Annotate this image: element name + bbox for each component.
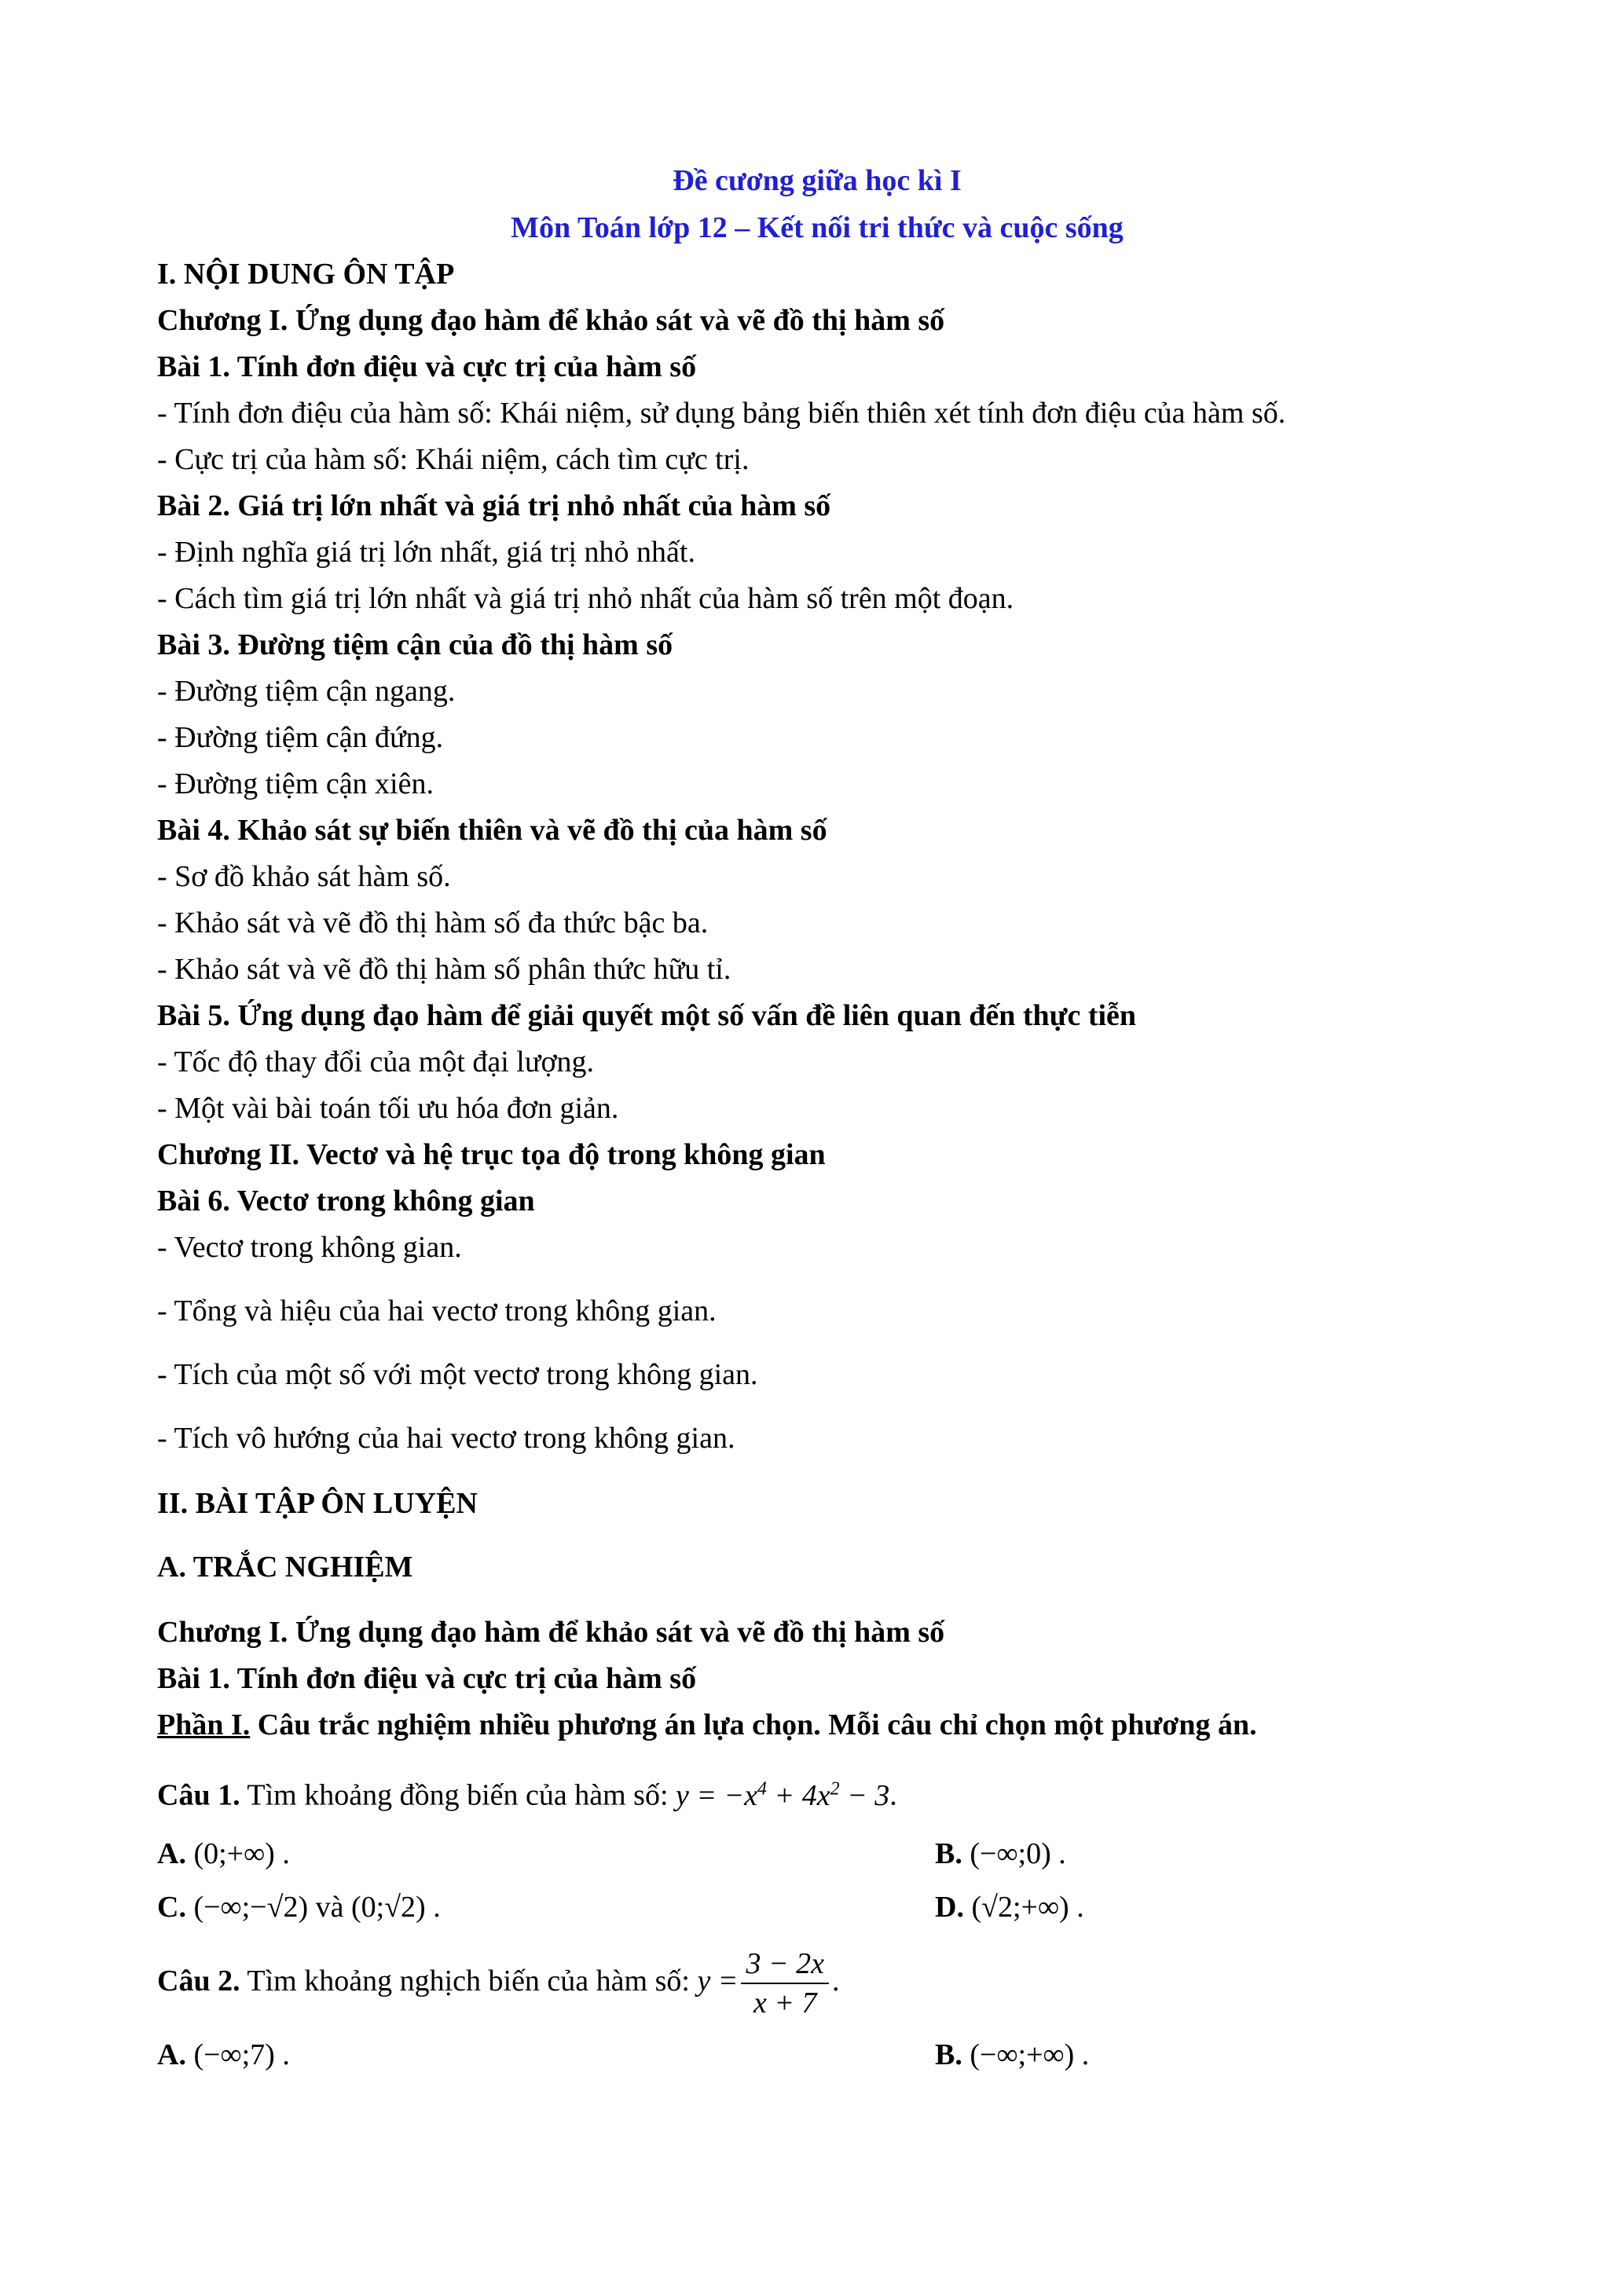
title-line-2: Môn Toán lớp 12 – Kết nối tri thức và cuộc sống <box>511 211 1124 244</box>
title-line-1: Đề cương giữa học kì I <box>673 164 962 197</box>
question-2-formula-y: y = <box>697 1964 739 1998</box>
lesson-4-item: - Khảo sát và vẽ đồ thị hàm số đa thức bậc ba. <box>157 906 709 939</box>
question-1-options-row-1 <box>157 1836 1477 1871</box>
phan-1-text: Câu trắc nghiệm nhiều phương án lựa chọn. Mỗi câu chỉ chọn một phương án. <box>250 1708 1257 1741</box>
lesson-6-item: - Tích vô hướng của hai vectơ trong không gian. <box>157 1422 735 1455</box>
question-1-label: Câu 1. <box>157 1778 240 1812</box>
lesson-4-title: Bài 4. Khảo sát sự biến thiên và vẽ đồ thị của hàm số <box>157 814 827 847</box>
question-2-text: Tìm khoảng nghịch biến của hàm số: <box>240 1964 698 1998</box>
question-1-options-row-2 <box>157 1890 1477 1924</box>
lesson-6-item: - Tổng và hiệu của hai vectơ trong không gian. <box>157 1294 717 1327</box>
document-page <box>157 157 1477 2072</box>
section-heading-1: I. NỘI DUNG ÔN TẬP <box>157 258 455 291</box>
lesson-1-item: - Cực trị của hàm số: Khái niệm, cách tìm cực trị. <box>157 443 750 476</box>
question-1-option-c[interactable]: C. (−∞;−√2) và (0;√2) . <box>157 1890 441 1924</box>
subsection-a-heading: A. TRẮC NGHIỆM <box>157 1551 413 1584</box>
exercise-lesson-1-title: Bài 1. Tính đơn điệu và cực trị của hàm số <box>157 1662 697 1695</box>
question-1-option-b[interactable]: B. (−∞;0) . <box>935 1836 1066 1870</box>
lesson-5-item: - Một vài bài toán tối ưu hóa đơn giản. <box>157 1092 619 1125</box>
lesson-2-item: - Định nghĩa giá trị lớn nhất, giá trị nhỏ nhất. <box>157 536 695 569</box>
lesson-4-item: - Khảo sát và vẽ đồ thị hàm số phân thức hữu tỉ. <box>157 953 731 986</box>
question-2-options-row-1 <box>157 2038 1477 2072</box>
section-heading-2: II. BÀI TẬP ÔN LUYỆN <box>157 1487 478 1520</box>
lesson-6-title: Bài 6. Vectơ trong không gian <box>157 1185 535 1218</box>
lesson-5-item: - Tốc độ thay đổi của một đại lượng. <box>157 1045 595 1078</box>
question-2-label: Câu 2. <box>157 1964 240 1998</box>
question-1-option-a[interactable]: A. (0;+∞) . <box>157 1836 290 1870</box>
question-1-formula: $y = -x^4 + 4x^2 - 3$ <box>676 1778 890 1812</box>
question-1-option-d[interactable]: D. (√2;+∞) . <box>935 1890 1084 1924</box>
phan-1-instruction <box>157 1702 1477 1749</box>
chapter-2-heading: Chương II. Vectơ và hệ trục tọa độ trong không gian <box>157 1138 826 1171</box>
question-1: Câu 1. Tìm khoảng đồng biến của hàm số: $y = -x^4 + 4x^2 - 3$. <box>157 1778 897 1812</box>
lesson-2-title: Bài 2. Giá trị lớn nhất và giá trị nhỏ nhất của hàm số <box>157 489 831 522</box>
exercise-chapter-1-heading: Chương I. Ứng dụng đạo hàm để khảo sát và vẽ đồ thị hàm số <box>157 1616 945 1649</box>
lesson-3-title: Bài 3. Đường tiệm cận của đồ thị hàm số <box>157 628 673 661</box>
lesson-6-item: - Vectơ trong không gian. <box>157 1231 462 1264</box>
phan-1-label: Phần I. <box>157 1708 251 1741</box>
lesson-1-item: - Tính đơn điệu của hàm số: Khái niệm, sử dụng bảng biến thiên xét tính đơn điệu của hàm số. <box>157 397 1286 430</box>
question-2-option-b[interactable]: B. (−∞;+∞) . <box>935 2038 1090 2071</box>
chapter-1-heading: Chương I. Ứng dụng đạo hàm để khảo sát và vẽ đồ thị hàm số <box>157 304 945 337</box>
question-2-option-a[interactable]: A. (−∞;7) . <box>157 2038 290 2071</box>
question-2: Câu 2. Tìm khoảng nghịch biến của hàm số: y = $\frac{3 - 2x}{x + 7}$ . <box>157 1946 840 2020</box>
lesson-3-item: - Đường tiệm cận xiên. <box>157 767 434 800</box>
lesson-1-title: Bài 1. Tính đơn điệu và cực trị của hàm số <box>157 350 697 383</box>
lesson-6-item: - Tích của một số với một vectơ trong không gian. <box>157 1358 758 1391</box>
lesson-5-title: Bài 5. Ứng dụng đạo hàm để giải quyết một số vấn đề liên quan đến thực tiễn <box>157 999 1137 1032</box>
question-1-text: Tìm khoảng đồng biến của hàm số: <box>240 1778 676 1812</box>
lesson-3-item: - Đường tiệm cận ngang. <box>157 675 456 708</box>
lesson-4-item: - Sơ đồ khảo sát hàm số. <box>157 860 451 893</box>
lesson-3-item: - Đường tiệm cận đứng. <box>157 721 444 754</box>
lesson-2-item: - Cách tìm giá trị lớn nhất và giá trị nhỏ nhất của hàm số trên một đoạn. <box>157 582 1014 615</box>
question-2-fraction: $\frac{3 - 2x}{x + 7}$ <box>741 1946 829 2020</box>
